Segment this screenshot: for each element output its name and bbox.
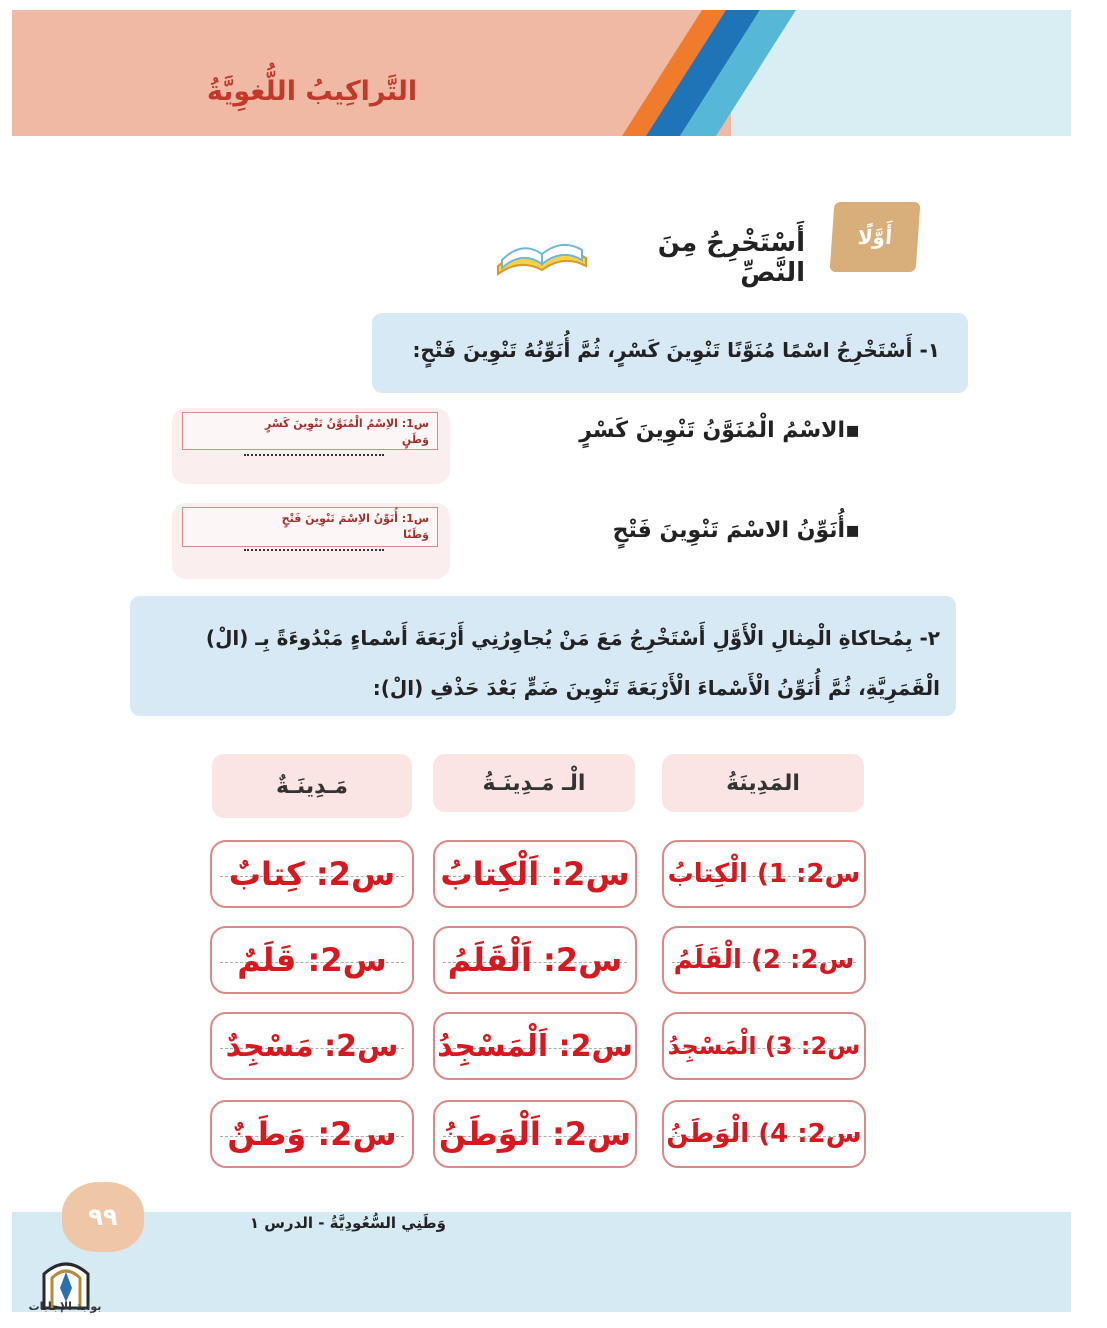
answer-field-1[interactable]	[182, 412, 438, 450]
header-stripes-icon	[612, 10, 852, 136]
table-cell[interactable]	[210, 926, 414, 994]
cell-text: س2: قَلَمٌ	[237, 941, 387, 979]
footer-band	[12, 1212, 1071, 1312]
table-cell[interactable]	[662, 1012, 866, 1080]
cell-text: س2: كِتابٌ	[228, 855, 396, 893]
page-number: ٩٩	[62, 1182, 144, 1252]
cell-text: س2: اَلْقَلَمُ	[447, 941, 623, 979]
table-cell[interactable]	[662, 1100, 866, 1168]
table-cell[interactable]	[662, 840, 866, 908]
page-title: التَّراكِيبُ اللُّغوِيَّةُ	[206, 76, 418, 107]
table-cell[interactable]	[433, 1012, 637, 1080]
answer-dotted-line	[244, 454, 384, 456]
cell-text: س2: 2) الْقَلَمُ	[673, 945, 855, 975]
lesson-footer: وَطَنِي السُّعُودِيَّةُ - الدرس ١	[249, 1214, 446, 1232]
answer-dotted-line	[244, 549, 384, 551]
question-2-line-2: الْقَمَرِيَّةِ، ثُمَّ أُنَوِّنُ الْأَسْماءَ الْأَرْبَعَةَ تَنْوِينَ ضَمٍّ بَعْدَ حَذْفِ (الْ):	[372, 676, 940, 700]
cell-text: س2: وَطَنٌ	[227, 1115, 397, 1153]
cell-text: س2: 4) الْوَطَنُ	[666, 1119, 862, 1149]
table-cell[interactable]	[662, 926, 866, 994]
section-title: أَسْتَخْرِجُ مِنَ النَّصِّ	[657, 228, 805, 288]
table-cell[interactable]	[210, 1012, 414, 1080]
section-badge: أَوَّلًا	[830, 202, 921, 272]
cell-text: س2: 3) الْمَسْجِدُ	[667, 1032, 861, 1060]
question-1-text: ١- أَسْتَخْرِجُ اسْمًا مُنَوَّنًا تَنْوِينَ كَسْرٍ، ثُمَّ أُنَوِّنُهُ تَنْوِينَ فَتْحٍ:	[412, 338, 940, 362]
table-cell[interactable]	[433, 1100, 637, 1168]
cell-text: س2: اَلْكِتابُ	[440, 855, 630, 893]
open-book-icon	[494, 230, 590, 282]
question-1-item-1-label: ▪الاسْمُ الْمُنَوَّنُ تَنْوِينَ كَسْرٍ	[579, 418, 860, 443]
table-cell[interactable]	[210, 1100, 414, 1168]
cell-text: س2: اَلْمَسْجِدُ	[437, 1028, 633, 1064]
cell-text: س2: اَلْوَطَنُ	[438, 1115, 632, 1153]
answer-1-line-1: س1: الاِسْمُ الْمُنَوَّنُ تَنْوِينَ كَسْرٍ	[265, 417, 429, 430]
answer-field-2[interactable]	[182, 507, 438, 547]
page-header	[12, 10, 1071, 136]
table-header-1: المَدِينَةُ	[662, 754, 864, 812]
cell-text: س2: مَسْجِدٌ	[225, 1028, 399, 1064]
site-logo-text: بوابة الإجابات	[28, 1300, 102, 1313]
table-header-2: الْـ مَـدِينَـةُ	[433, 754, 635, 812]
table-header-3: مَـدِينَـةٌ	[212, 754, 412, 818]
answer-card-1	[172, 408, 450, 484]
question-2-line-1: ٢- بِمُحاكاةِ الْمِثالِ الْأَوَّلِ أَسْتَخْرِجُ مَعَ مَنْ يُجاوِرُنِي أَرْبَعَةَ أَسْماءٍ مَبْدُوءَةً بِـ (الْ)	[205, 626, 940, 650]
answer-1-line-2: وَطَنٍ	[401, 433, 429, 446]
question-1-item-2-label: ▪أُنَوِّنُ الاسْمَ تَنْوِينَ فَتْحٍ	[612, 518, 860, 543]
table-cell[interactable]	[210, 840, 414, 908]
table-cell[interactable]	[433, 840, 637, 908]
cell-text: س2: 1) الْكِتابُ	[667, 859, 861, 889]
answer-card-2	[172, 503, 450, 579]
table-cell[interactable]	[433, 926, 637, 994]
answer-2-line-1: س1: أُنَوِّنُ الاِسْمَ تَنْوِينَ فَتْحٍ	[281, 512, 429, 525]
answer-2-line-2: وَطَنًا	[403, 528, 429, 541]
